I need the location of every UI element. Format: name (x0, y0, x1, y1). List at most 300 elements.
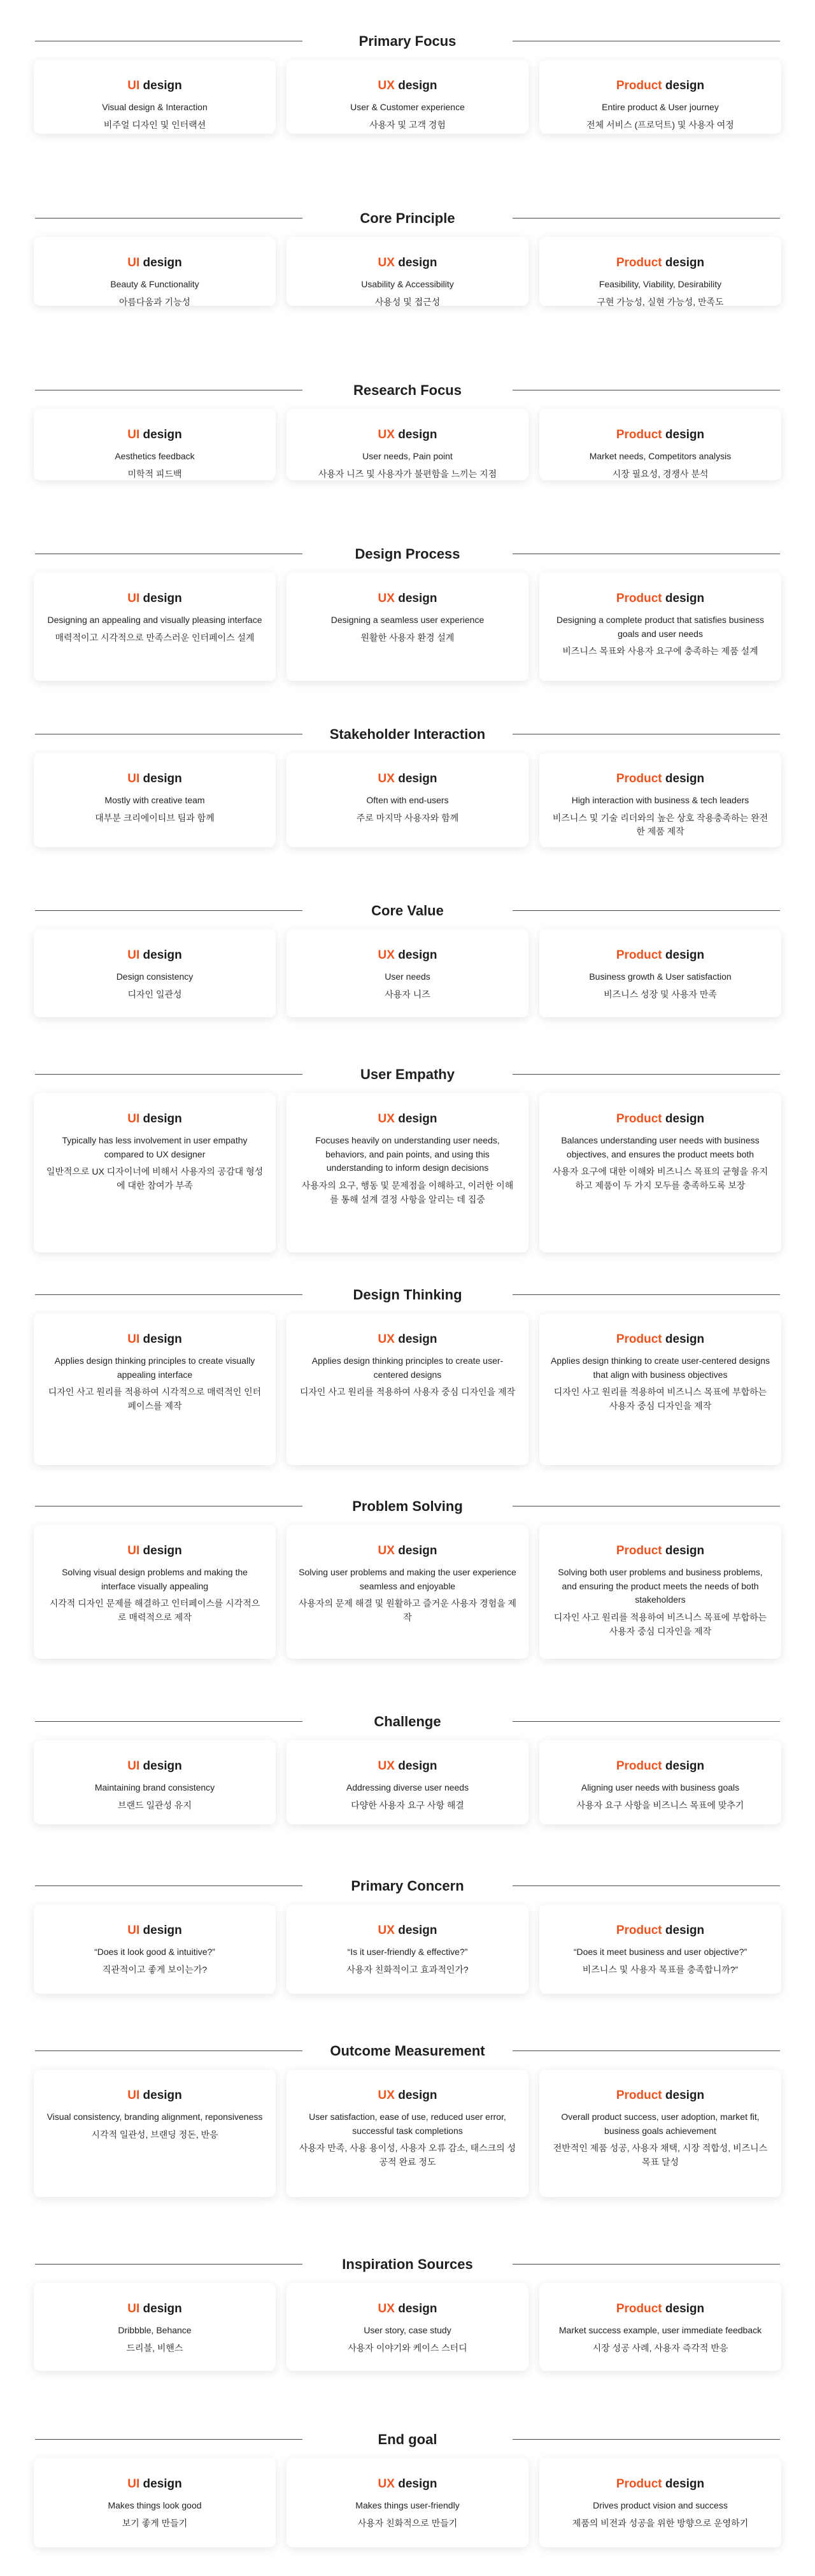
section-design-process (0, 545, 815, 657)
card-text-korean: 사용자 친화적이고 효과적인가? (346, 1964, 469, 1975)
section-research-focus (0, 381, 815, 479)
card-title-accent: UX (378, 1333, 395, 1346)
card-text-english: Dribbble, Behance (118, 2325, 192, 2335)
section-header (0, 209, 815, 227)
card-title-design: design (665, 2477, 705, 2491)
card-text-english: Makes things look good (108, 2500, 202, 2510)
product-design-card (539, 1525, 781, 1659)
section-title: User Empathy (360, 1066, 455, 1082)
card-text-english: Applies design thinking principles to create visually appealing interface (54, 1356, 255, 1380)
card-title-design: design (665, 428, 705, 441)
card-text-korean: 시장 성공 사례, 사용자 즉각적 반응 (592, 2342, 728, 2353)
card-title (298, 948, 517, 962)
card-text-korean: 시각적 일관성, 브랜딩 정돈, 반응 (91, 2129, 218, 2140)
card-text-english: Designing a complete product that satisfies business goals and user needs (556, 615, 765, 639)
ui-design-card (34, 1525, 276, 1659)
product-design-card (539, 1740, 781, 1824)
card-title-accent: UI (127, 2477, 140, 2491)
ux-design-card (287, 2458, 528, 2547)
card-text-korean: 디자인 일관성 (127, 989, 182, 999)
card-title (551, 2089, 770, 2103)
card-title-design: design (398, 1924, 437, 1937)
card-title (551, 428, 770, 442)
section-header (0, 1065, 815, 1083)
section-title: Primary Focus (358, 33, 457, 49)
card-title-design: design (665, 2302, 705, 2315)
card-text-english: User story, case study (364, 2325, 451, 2335)
divider-left (35, 1294, 302, 1295)
card-title-design: design (143, 79, 182, 92)
ui-design-card (34, 1313, 276, 1465)
card-title-accent: Product (616, 1544, 662, 1557)
card-title-accent: Product (616, 428, 662, 441)
section-core-principle (0, 209, 815, 307)
card-text-english: “Is it user-friendly & effective?” (347, 1947, 468, 1957)
ui-design-card (34, 1905, 276, 1994)
card-text-english: Focuses heavily on understanding user needs, behaviors, and pain points, and using this understanding to inform design decisions (315, 1135, 500, 1173)
ux-design-card (287, 409, 528, 480)
section-stakeholder-interaction (0, 725, 815, 837)
card-title (298, 1112, 517, 1126)
ui-design-card (34, 753, 276, 847)
card-title-design: design (398, 79, 437, 92)
card-text-english: Visual design & Interaction (102, 102, 208, 112)
product-design-card (539, 753, 781, 847)
section-title: Inspiration Sources (342, 2256, 473, 2272)
card-title-design: design (398, 772, 437, 785)
section-primary-focus (0, 32, 815, 130)
card-title-accent: Product (616, 79, 662, 92)
divider-right (513, 1721, 780, 1722)
card-title-accent: Product (616, 772, 662, 785)
card-text-korean: 디자인 사고 원리를 적용하여 사용자 중심 디자인을 제작 (299, 1387, 516, 1398)
card-text-english: High interaction with business & tech leaders (571, 795, 749, 805)
section-title: Outcome Measurement (330, 2043, 485, 2059)
card-text-english: User needs (385, 971, 430, 982)
section-header (0, 381, 815, 399)
card-title-design: design (398, 256, 437, 269)
card-title (551, 79, 770, 93)
ux-design-card (287, 237, 528, 306)
section-header (0, 2255, 815, 2273)
card-title-accent: UX (378, 1924, 395, 1937)
card-text-korean: 사용자 요구에 대한 이해와 비즈니스 목표의 균형을 유지하고 제품이 두 가지 모두를 충족하도록 보장 (552, 1166, 769, 1191)
divider-right (513, 1074, 780, 1075)
card-text-english: Solving user problems and making the user experience seamless and enjoyable (299, 1567, 516, 1591)
card-text-english: Drives product vision and success (593, 2500, 728, 2510)
card-text-english: “Does it meet business and user objective?” (573, 1947, 748, 1957)
card-title-accent: Product (616, 1759, 662, 1773)
card-title-design: design (665, 79, 705, 92)
section-header (0, 901, 815, 919)
card-title (45, 772, 264, 786)
card-title (298, 1544, 517, 1558)
card-title-design: design (665, 1112, 705, 1126)
section-outcome-measurement (0, 2042, 815, 2168)
card-title-accent: UX (378, 428, 395, 441)
card-title (45, 1333, 264, 1347)
card-text-english: Market needs, Competitors analysis (589, 451, 732, 461)
card-text-english: Feasibility, Viability, Desirability (599, 279, 722, 289)
card-text-korean: 일반적으로 UX 디자이너에 비해서 사용자의 공감대 형성에 대한 참여가 부족 (46, 1166, 264, 1191)
divider-right (513, 2050, 780, 2051)
section-title: Research Focus (353, 382, 462, 398)
section-end-goal (0, 2430, 815, 2528)
divider-left (35, 1074, 302, 1075)
card-text-english: Business growth & User satisfaction (589, 971, 732, 982)
product-design-card (539, 237, 781, 306)
card-text-english: User & Customer experience (350, 102, 465, 112)
card-text-korean: 사용자 요구 사항을 비즈니스 목표에 맞추기 (576, 1800, 744, 1810)
card-text-korean: 다양한 사용자 요구 사항 해결 (351, 1800, 464, 1810)
product-design-card (539, 2283, 781, 2371)
card-title-design: design (398, 948, 437, 962)
section-user-empathy (0, 1065, 815, 1205)
card-title-design: design (143, 2302, 182, 2315)
card-title-accent: UI (127, 1333, 140, 1346)
card-title-accent: UX (378, 1112, 395, 1126)
card-text-korean: 사용자의 요구, 행동 및 문제점을 이해하고, 이러한 이해를 통해 설계 결정 사항을 알리는 데 집중 (301, 1180, 514, 1205)
ui-design-card (34, 409, 276, 480)
card-text-english: Overall product success, user adoption, market fit, business goals achievement (561, 2112, 760, 2136)
card-text-english: Aligning user needs with business goals (581, 1782, 740, 1792)
card-title-design: design (143, 2089, 182, 2102)
section-header (0, 2042, 815, 2059)
section-design-thinking (0, 1285, 815, 1412)
card-text-korean: 시각적 디자인 문제를 해결하고 인터페이스를 시각적으로 매력적으로 제작 (49, 1598, 260, 1623)
card-title (45, 948, 264, 962)
ui-design-card (34, 929, 276, 1017)
card-title-design: design (398, 428, 437, 441)
card-text-korean: 구현 가능성, 실현 가능성, 만족도 (597, 296, 724, 307)
card-text-korean: 드리블, 비핸스 (126, 2342, 183, 2353)
section-header (0, 1285, 815, 1303)
ux-design-card (287, 573, 528, 681)
card-title-accent: Product (616, 2477, 662, 2491)
card-title-design: design (665, 2089, 705, 2102)
card-text-english: Mostly with creative team (104, 795, 205, 805)
card-title-design: design (665, 1924, 705, 1937)
card-title (551, 1759, 770, 1773)
card-text-korean: 사용자의 문제 해결 및 원활하고 즐거운 사용자 경험을 제작 (298, 1598, 517, 1623)
card-title (298, 2477, 517, 2491)
ux-design-card (287, 1905, 528, 1994)
card-text-korean: 사용자 친화적으로 만들기 (357, 2517, 458, 2528)
ux-design-card (287, 1525, 528, 1659)
card-title-accent: UI (127, 79, 140, 92)
card-text-english: Applies design thinking to create user-centered designs that align with business objectives (551, 1356, 770, 1380)
card-text-english: Usability & Accessibility (361, 279, 454, 289)
card-text-english: User satisfaction, ease of use, reduced user error, successful task completions (309, 2112, 506, 2136)
card-title (298, 1759, 517, 1773)
card-title-accent: Product (616, 256, 662, 269)
section-title: End goal (378, 2431, 437, 2447)
card-title-design: design (398, 1333, 437, 1346)
divider-left (35, 2050, 302, 2051)
product-design-card (539, 1905, 781, 1994)
card-title (45, 1924, 264, 1938)
card-title-design: design (665, 1333, 705, 1346)
card-title-design: design (398, 592, 437, 605)
card-title (298, 2302, 517, 2316)
card-title-accent: UX (378, 2302, 395, 2315)
card-title (45, 2089, 264, 2103)
card-title-design: design (143, 948, 182, 962)
card-title-accent: UX (378, 592, 395, 605)
card-title-design: design (143, 772, 182, 785)
ux-design-card (287, 60, 528, 134)
card-title-design: design (143, 1112, 182, 1126)
card-title (551, 256, 770, 270)
product-design-card (539, 1313, 781, 1465)
card-title (298, 1333, 517, 1347)
section-header (0, 2430, 815, 2448)
ux-design-card (287, 2283, 528, 2371)
card-text-korean: 제품의 비전과 성공을 위한 방향으로 운영하기 (572, 2517, 749, 2528)
ux-design-card (287, 753, 528, 847)
section-title: Design Process (355, 546, 460, 562)
card-title (45, 2477, 264, 2491)
card-title (298, 256, 517, 270)
card-title (551, 1112, 770, 1126)
card-title-design: design (665, 592, 705, 605)
card-title-accent: Product (616, 1112, 662, 1126)
section-title: Design Thinking (353, 1287, 462, 1303)
divider-left (35, 1721, 302, 1722)
divider-right (513, 2439, 780, 2440)
card-title-accent: UX (378, 79, 395, 92)
section-challenge (0, 1712, 815, 1810)
divider-right (513, 2264, 780, 2265)
card-title-accent: UX (378, 2477, 395, 2491)
section-title: Problem Solving (352, 1498, 463, 1514)
card-text-english: Beauty & Functionality (110, 279, 199, 289)
card-title-design: design (143, 256, 182, 269)
card-title-accent: UI (127, 948, 140, 962)
card-title (551, 592, 770, 606)
card-text-english: Applies design thinking principles to create user-centered designs (311, 1356, 504, 1380)
card-title-accent: Product (616, 592, 662, 605)
ui-design-card (34, 573, 276, 681)
card-title-design: design (398, 1112, 437, 1126)
card-title (45, 2302, 264, 2316)
card-text-english: Solving visual design problems and making the interface visually appealing (62, 1567, 248, 1591)
section-header (0, 1712, 815, 1730)
card-text-english: Designing a seamless user experience (330, 615, 485, 625)
card-title-design: design (143, 428, 182, 441)
ui-design-card (34, 2283, 276, 2371)
divider-right (513, 1294, 780, 1295)
card-title (45, 1759, 264, 1773)
card-text-korean: 사용자 이야기와 케이스 스터디 (348, 2342, 467, 2353)
card-text-korean: 전반적인 제품 성공, 사용자 채택, 시장 적합성, 비즈니스 목표 달성 (553, 2143, 768, 2168)
product-design-card (539, 573, 781, 681)
card-text-korean: 사용성 및 접근성 (374, 296, 441, 307)
card-title-accent: UI (127, 1759, 140, 1773)
ux-design-card (287, 1093, 528, 1252)
card-title-design: design (398, 2089, 437, 2102)
section-header (0, 32, 815, 50)
card-text-english: Aesthetics feedback (115, 451, 195, 461)
section-inspiration-sources (0, 2255, 815, 2353)
card-title-accent: Product (616, 1333, 662, 1346)
card-title-accent: Product (616, 2089, 662, 2102)
card-text-korean: 미학적 피드백 (127, 468, 182, 479)
card-title (298, 2089, 517, 2103)
ui-design-card (34, 2458, 276, 2547)
card-text-korean: 대부분 크리에이티브 팀과 함께 (95, 812, 215, 823)
card-text-english: Addressing diverse user needs (346, 1782, 469, 1792)
card-title (298, 79, 517, 93)
section-title: Core Principle (360, 210, 455, 226)
product-design-card (539, 929, 781, 1017)
card-title-accent: UI (127, 1112, 140, 1126)
ux-design-card (287, 929, 528, 1017)
card-text-korean: 전체 서비스 (프로덕트) 및 사용자 여정 (586, 119, 734, 130)
card-title (298, 428, 517, 442)
card-title-accent: UX (378, 1544, 395, 1557)
card-title-design: design (398, 2302, 437, 2315)
card-text-english: Market success example, user immediate feedback (558, 2325, 762, 2335)
section-problem-solving (0, 1497, 815, 1636)
divider-left (35, 1885, 302, 1886)
card-title-design: design (398, 1759, 437, 1773)
card-title-accent: UI (127, 2089, 140, 2102)
card-text-korean: 직관적이고 좋게 보이는가? (102, 1964, 208, 1975)
card-text-english: Makes things user-friendly (355, 2500, 460, 2510)
card-text-english: Maintaining brand consistency (94, 1782, 215, 1792)
section-title: Stakeholder Interaction (329, 726, 486, 742)
card-title (551, 772, 770, 786)
card-text-korean: 디자인 사고 원리를 적용하여 비즈니스 목표에 부합하는 사용자 중심 디자인을 제작 (553, 1387, 767, 1412)
card-title-accent: UI (127, 772, 140, 785)
card-text-english: Design consistency (116, 971, 194, 982)
card-title-accent: UX (378, 256, 395, 269)
section-title: Challenge (374, 1714, 441, 1729)
card-text-korean: 아름다움과 기능성 (118, 296, 191, 307)
card-text-korean: 비즈니스 목표와 사용자 요구에 충족하는 제품 설계 (562, 646, 758, 657)
card-title-accent: UI (127, 256, 140, 269)
card-text-english: Often with end-users (366, 795, 449, 805)
divider-right (513, 910, 780, 911)
card-title-design: design (143, 2477, 182, 2491)
card-title (551, 1544, 770, 1558)
card-title-accent: UX (378, 948, 395, 962)
card-title-design: design (143, 1759, 182, 1773)
card-text-english: “Does it look good & intuitive?” (94, 1947, 215, 1957)
ui-design-card (34, 60, 276, 134)
card-text-english: Solving both user problems and business problems, and ensuring the product meets the needs of both stakeholders (558, 1567, 763, 1605)
card-title (45, 79, 264, 93)
section-header (0, 1877, 815, 1894)
card-title-accent: UI (127, 1924, 140, 1937)
card-title-design: design (398, 2477, 437, 2491)
ui-design-card (34, 237, 276, 306)
section-core-value (0, 901, 815, 999)
card-text-korean: 보기 좋게 만들기 (122, 2517, 188, 2528)
card-title-accent: Product (616, 2302, 662, 2315)
divider-left (35, 2264, 302, 2265)
card-title-accent: UI (127, 2302, 140, 2315)
card-title (45, 1112, 264, 1126)
product-design-card (539, 60, 781, 134)
divider-left (35, 910, 302, 911)
section-header (0, 725, 815, 743)
card-text-english: Typically has less involvement in user empathy compared to UX designer (62, 1135, 248, 1159)
card-title (298, 772, 517, 786)
card-title (298, 592, 517, 606)
ui-design-card (34, 2070, 276, 2197)
card-title-accent: UI (127, 592, 140, 605)
product-design-card (539, 2458, 781, 2547)
card-title-accent: Product (616, 948, 662, 962)
card-title-design: design (665, 1544, 705, 1557)
divider-right (513, 1885, 780, 1886)
card-text-korean: 디자인 사고 원리를 적용하여 비즈니스 목표에 부합하는 사용자 중심 디자인을 제작 (553, 1612, 767, 1636)
card-title-accent: Product (616, 1924, 662, 1937)
card-text-korean: 주로 마지막 사용자와 함께 (356, 812, 459, 823)
card-title (551, 2302, 770, 2316)
card-title (45, 256, 264, 270)
ui-design-card (34, 1740, 276, 1824)
card-text-english: Entire product & User journey (602, 102, 719, 112)
card-title-design: design (665, 772, 705, 785)
card-text-korean: 디자인 사고 원리를 적용하여 시각적으로 매력적인 인터페이스를 제작 (48, 1387, 262, 1412)
ux-design-card (287, 1313, 528, 1465)
card-title-design: design (665, 1759, 705, 1773)
card-text-korean: 브랜드 일관성 유지 (118, 1800, 192, 1810)
card-title-accent: UI (127, 428, 140, 441)
card-text-korean: 비즈니스 성장 및 사용자 만족 (604, 989, 717, 999)
ui-design-card (34, 1093, 276, 1252)
card-title (45, 428, 264, 442)
card-text-korean: 사용자 니즈 및 사용자가 불편함을 느끼는 지점 (318, 468, 497, 479)
card-text-english: Visual consistency, branding alignment, reponsiveness (46, 2112, 263, 2122)
section-title: Primary Concern (351, 1878, 464, 1894)
card-title (298, 1924, 517, 1938)
card-text-korean: 비즈니스 및 기술 리더와의 높은 상호 작용충족하는 완전한 제품 제작 (552, 812, 769, 837)
card-title (551, 2477, 770, 2491)
card-text-english: Designing an appealing and visually pleasing interface (47, 615, 262, 625)
card-title (551, 948, 770, 962)
card-title-accent: UX (378, 1759, 395, 1773)
card-text-korean: 매력적이고 시각적으로 만족스러운 인터페이스 설계 (55, 632, 255, 643)
section-title: Core Value (371, 903, 444, 919)
card-title (551, 1924, 770, 1938)
section-primary-concern (0, 1877, 815, 1975)
card-title-design: design (143, 592, 182, 605)
card-text-korean: 사용자 및 고객 경험 (369, 119, 446, 130)
card-title-design: design (143, 1544, 182, 1557)
ux-design-card (287, 2070, 528, 2197)
product-design-card (539, 2070, 781, 2197)
card-text-korean: 사용자 니즈 (385, 989, 430, 999)
card-title-accent: UX (378, 2089, 395, 2102)
card-text-korean: 비주얼 디자인 및 인터랙션 (103, 119, 206, 130)
card-text-korean: 비즈니스 및 사용자 목표를 충족합니까?” (582, 1964, 739, 1975)
card-title (45, 592, 264, 606)
card-title (551, 1333, 770, 1347)
product-design-card (539, 409, 781, 480)
card-title (45, 1544, 264, 1558)
card-text-english: User needs, Pain point (362, 451, 453, 461)
card-title-design: design (665, 256, 705, 269)
section-header (0, 545, 815, 562)
card-text-korean: 원활한 사용자 환경 설계 (360, 632, 455, 643)
card-title-design: design (143, 1333, 182, 1346)
divider-left (35, 2439, 302, 2440)
card-text-korean: 시장 필요성, 경쟁사 분석 (612, 468, 709, 479)
